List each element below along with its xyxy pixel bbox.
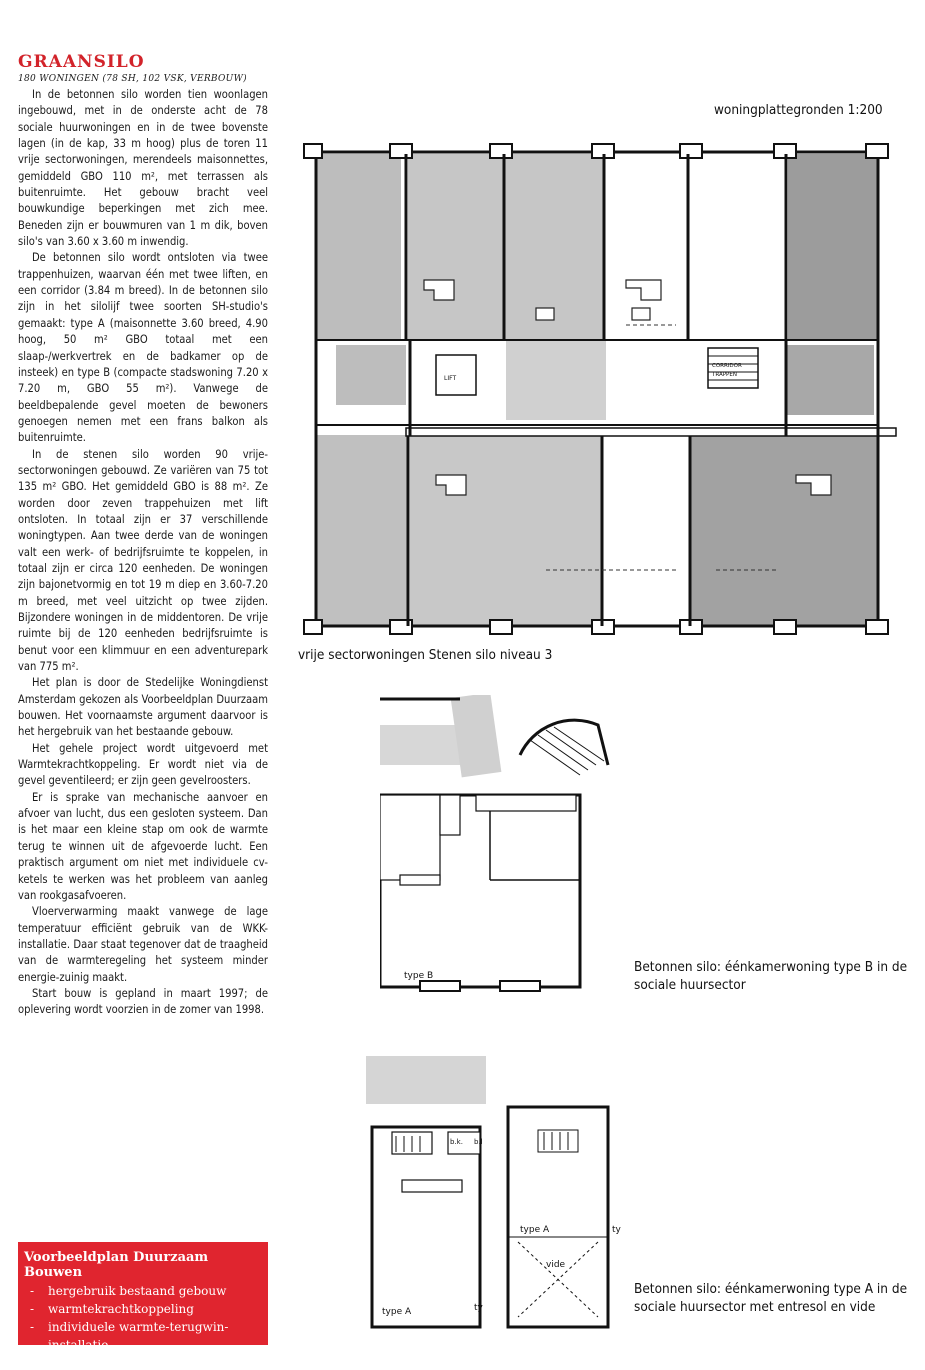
paragraph: Het gehele project wordt uitgevoerd met Warmtekrachtkoppeling. Er wordt niet via de gevel geventileerd; er zijn geen gevelroosters. (18, 741, 268, 788)
dwelling-area (316, 435, 408, 625)
paragraph: In de betonnen silo worden tien woonlagen ingebouwd, met in de onderste acht de 78 sociale huurwoningen en in de twee bovenste lagen (in de kap, 33 m hoog) plus de toren 11 vrije sectorwoningen, merendeels maisonnettes, gemiddeld GBO 110 m², met terrassen als buitenruimte. Het gebouw bracht veel bouwkundige beperkingen met zich mee. Beneden zijn er bouwmuren van 1 m dik, boven silo's van 3.60 x 3.60 m inwendig. (18, 88, 268, 249)
type-a-label: type A (382, 1307, 412, 1317)
vide-label: vide (546, 1260, 566, 1270)
ty-label: ty (474, 1303, 483, 1313)
paragraph: Start bouw is gepland in maart 1997; de oplevering wordt voorzien in de zomer van 1998. (18, 986, 268, 1017)
type-a-label-right: type A (520, 1225, 550, 1235)
dwelling-area (316, 154, 401, 340)
type-b-label: type B (404, 971, 434, 981)
article-subtitle: 180 WONINGEN (78 SH, 102 VSK, VERBOUW) (18, 74, 247, 84)
list-item: - hergebruik bestaand gebouw (24, 1282, 262, 1300)
dwelling-area (410, 435, 602, 625)
caption-type-b: Betonnen silo: éénkamerwoning type B in de sociale huursector (634, 959, 908, 993)
article-column (18, 52, 268, 1019)
stairs-label: TRAPPEN (712, 372, 737, 378)
paragraph: Er is sprake van mechanische aanvoer en afvoer van lucht, dus een gesloten systeem. Dan is het maar een kleine stap om ook de warmte terug te winnen uit de afgevoerde lucht. Een praktisch argument om niet met individuele cv-ketels te werken was het probleem van aanleg van rookgasafvoeren. (18, 790, 268, 902)
sustainability-box (18, 1242, 268, 1352)
corridor-label: CORRIDOR (712, 363, 742, 369)
caption-stenen-silo: vrije sectorwoningen Stenen silo niveau 3 (298, 647, 553, 663)
dwelling-area (408, 154, 604, 340)
dwelling-area (788, 154, 878, 340)
bl-label: b.l (474, 1138, 483, 1146)
plan-scale-label: woningplattegronden 1:200 (714, 102, 883, 118)
bk-label: b.k. (450, 1138, 463, 1146)
list-item: - warmtekrachtkoppeling (24, 1300, 262, 1318)
paragraph: Vloerverwarming maakt vanwege de lage temperatuur efficiënt gebruik van de WKK-installatie. Daar staat tegenover dat de traagheid van de warmteregeling het systeem minder energie-zuinig maakt. (18, 905, 268, 984)
sustainability-box-title: Voorbeeldplan Duurzaam Bouwen (24, 1250, 209, 1280)
corridor (406, 428, 896, 436)
floor-plan-type-a (362, 1052, 624, 1332)
floor-plan-type-b (380, 695, 615, 995)
floor-plan-stenen-silo (296, 140, 906, 640)
ty-label-right: ty (612, 1225, 621, 1235)
paragraph: In de stenen silo worden 90 vrije-sectorwoningen gebouwd. Ze variëren van 75 tot 135 m² GBO. Het gemiddeld GBO is 88 m². Ze worden door zeven trappehuizen met lift ontsloten. In totaal zijn er 37 verschillende woningtypen. Aan twee derde van de woningen valt een werk- of bedrijfsruimte te koppelen, in totaal zijn er circa 120 eenheden. De woningen zijn bajonetvormig en tot 19 m diep en 3.60-7.20 m breed, met veel uitzicht op twee zijden. Bijzondere woningen in de middentoren. De vrije ruimte bij de 120 eenheden bedrijfsruimte is benut voor een klimmuur en een adventurepark van 775 m². (18, 447, 268, 674)
paragraph: Het plan is door de Stedelijke Woningdienst Amsterdam gekozen als Voorbeeldplan Duurzaam bouwen. Het voornaamste argument daarvoor is het hergebruik van het bestaande gebouw. (18, 676, 268, 739)
dwelling-area (690, 435, 878, 625)
paragraph: De betonnen silo wordt ontsloten via twee trappenhuizen, waarvan één met twee liften, en een corridor (3.84 m breed). In de betonnen silo zijn in het silolijf twee soorten SH-studio's gemaakt: type A (maisonnette 3.60 breed, 4.90 hoog, 50 m² GBO totaal met een slaap-/werkvertrek en de badkamer op de insteek) en type B (compacte stadswoning 7.20 x 7.20 m, GBO 55 m²). Vanwege de beeldbepalende gevel moeten de bewoners genoegen nemen met een frans balkon als buitenruimte. (18, 251, 268, 445)
caption-type-a: Betonnen silo: éénkamerwoning type A in de sociale huursector met entresol en vide (634, 1281, 908, 1315)
list-item: - individuele warmte-terugwin-installatie (24, 1318, 262, 1354)
sustainability-list (24, 1282, 262, 1354)
lift-label: LIFT (444, 375, 457, 382)
article-title: GRAANSILO (18, 52, 145, 72)
dwelling-area (604, 435, 690, 625)
article-body (18, 87, 268, 1019)
